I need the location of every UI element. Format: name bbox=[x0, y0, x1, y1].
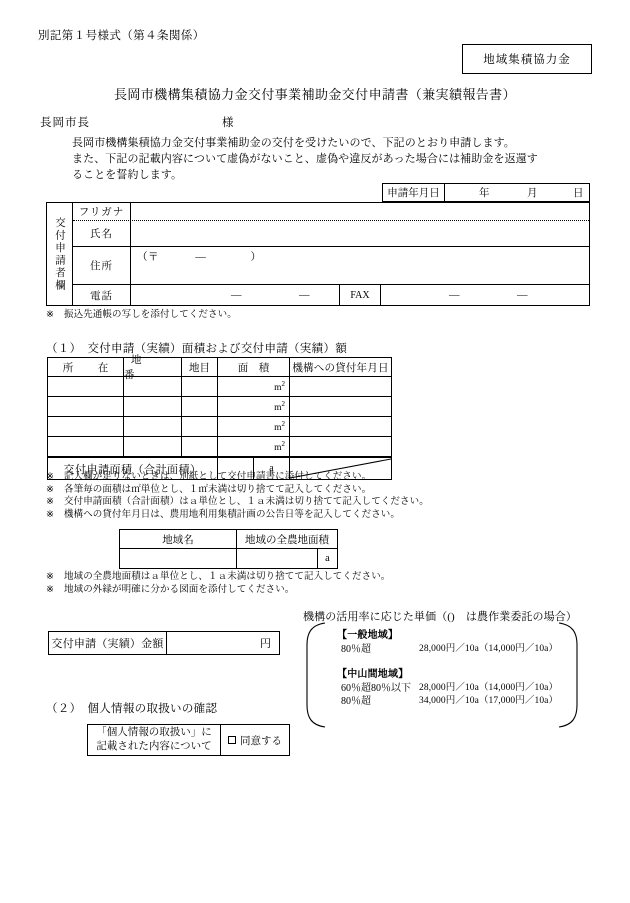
region-note-2 bbox=[46, 584, 390, 597]
table-row bbox=[48, 397, 391, 417]
cell-lend-date[interactable] bbox=[290, 417, 391, 436]
consent-line-2: 記載された内容について bbox=[96, 741, 212, 752]
furigana-input[interactable] bbox=[131, 203, 589, 220]
note-bankbook-text: 振込先通帳の写しを添付してください。 bbox=[64, 310, 237, 320]
tel-dash-2: — bbox=[299, 289, 310, 301]
date-day-unit: 日 bbox=[573, 188, 584, 199]
cell-parcel[interactable] bbox=[124, 437, 182, 456]
application-amount-box bbox=[48, 631, 280, 655]
date-year-unit: 年 bbox=[479, 188, 490, 199]
price-list bbox=[329, 629, 569, 712]
land-table-header-row bbox=[48, 355, 391, 381]
consent-box bbox=[87, 724, 290, 756]
price-condition: 80％超 bbox=[341, 696, 371, 707]
region-area-table bbox=[119, 529, 338, 569]
fax-label: FAX bbox=[339, 285, 381, 305]
region-note-1-text: 地域の全農地面積はａ単位とし、１ａ未満は切り捨てて記入してください。 bbox=[64, 572, 391, 582]
total-area-label: 交付申請面積（合計面積） bbox=[48, 458, 218, 479]
form-id-label: 別記第１号様式（第４条関係） bbox=[38, 30, 205, 42]
col-header-region-name: 地域名 bbox=[120, 530, 237, 548]
amount-unit: 円 bbox=[260, 638, 271, 650]
intro-line-3: ることを誓約します。 bbox=[72, 169, 183, 181]
price-block bbox=[303, 621, 581, 729]
consent-statement bbox=[88, 725, 221, 755]
date-month-unit: 月 bbox=[527, 188, 538, 199]
cell-location[interactable] bbox=[48, 397, 124, 416]
name-input[interactable] bbox=[131, 221, 589, 246]
fax-dash-1: — bbox=[449, 289, 460, 301]
price-value: 28,000円／10a（14,000円／10a） bbox=[419, 643, 559, 654]
land-note-1-text: 記入欄が足りないときは、別紙として交付申請書に添付してください。 bbox=[64, 472, 372, 482]
table-row bbox=[48, 377, 391, 397]
intro-line-2: また、下記の記載内容について虚偽がないこと、虚偽や違反があった場合には補助金を返還す bbox=[72, 153, 538, 165]
region-table-notes bbox=[46, 571, 390, 596]
amount-label: 交付申請（実績）金額 bbox=[49, 632, 167, 654]
application-date-label: 申請年月日 bbox=[383, 184, 445, 201]
applicant-table bbox=[46, 202, 590, 306]
price-condition: 80％超 bbox=[341, 643, 371, 655]
subsidy-kind-label: 地域集積協力金 bbox=[483, 54, 571, 66]
applicant-furigana-row bbox=[73, 203, 589, 221]
consent-checkbox[interactable] bbox=[228, 736, 236, 744]
region-note-2-text: 地域の外縁が明確に分かる図面を添付してください。 bbox=[64, 584, 295, 595]
note-mark-icon: ※ bbox=[46, 509, 55, 520]
cell-location[interactable] bbox=[48, 377, 124, 396]
fax-input[interactable] bbox=[381, 285, 589, 305]
price-condition: 60％超80％以下 bbox=[341, 682, 411, 694]
zip-suffix: ） bbox=[250, 252, 262, 263]
cell-lend-date[interactable] bbox=[290, 377, 391, 396]
total-area-unit: a bbox=[254, 458, 290, 479]
col-header-location: 所 在 bbox=[48, 358, 124, 376]
land-note-1 bbox=[46, 471, 429, 484]
applicant-section-vertical-label bbox=[47, 203, 73, 305]
cell-parcel[interactable] bbox=[124, 377, 182, 396]
applicant-vertical-text: 交付申請者欄 bbox=[54, 216, 65, 292]
applicant-tel-row bbox=[73, 285, 589, 305]
table-row bbox=[48, 437, 391, 457]
subsidy-kind-box bbox=[462, 44, 592, 74]
addressee-honorific: 様 bbox=[222, 117, 234, 129]
consent-checkbox-label: 同意する bbox=[240, 735, 282, 747]
addressee-label: 長岡市長 bbox=[40, 117, 90, 129]
cell-region-area-unit: a bbox=[325, 553, 330, 564]
cell-location[interactable] bbox=[48, 437, 124, 456]
land-note-4-text: 機構への貸付年月日は、農用地利用集積計画の公告日等を記入してください。 bbox=[64, 509, 401, 520]
price-row bbox=[329, 695, 569, 709]
col-header-lend-date: 機構への貸付年月日 bbox=[292, 362, 389, 374]
section1-heading: （１） 交付申請（実績）面積および交付申請（実績）額 bbox=[46, 343, 348, 355]
region-table-row bbox=[120, 549, 337, 568]
note-mark-icon: ※ bbox=[46, 472, 55, 482]
note-mark-icon: ※ bbox=[46, 572, 55, 582]
cell-parcel[interactable] bbox=[124, 397, 182, 416]
price-block-title: 機構の活用率に応じた単価（() は農作業委託の場合） bbox=[303, 611, 577, 623]
land-note-3-text: 交付申請面積（合計面積）はａ単位とし、１ａ未満は切り捨てて記入してください。 bbox=[64, 497, 429, 507]
price-group-general bbox=[329, 629, 569, 656]
price-value: 28,000円／10a（14,000円／10a） bbox=[419, 682, 559, 693]
price-value: 34,000円／10a（17,000円／10a） bbox=[419, 696, 559, 706]
unit-square-meter: $m^2$ bbox=[274, 379, 285, 394]
cell-location[interactable] bbox=[48, 417, 124, 436]
region-note-1 bbox=[46, 571, 390, 584]
price-group-hilly-heading: 【中山間地域】 bbox=[337, 669, 409, 680]
col-header-area: 面 積 bbox=[218, 358, 290, 376]
land-note-4 bbox=[46, 509, 429, 522]
note-mark-icon: ※ bbox=[46, 584, 55, 595]
applicant-address-row bbox=[73, 247, 589, 285]
address-input[interactable] bbox=[131, 247, 589, 284]
col-header-parcel: 地 番 bbox=[124, 358, 182, 376]
note-bankbook bbox=[46, 309, 237, 322]
col-header-region-area: 地域の全農地面積 bbox=[245, 534, 329, 546]
cell-area[interactable] bbox=[218, 437, 290, 456]
tel-label: 電話 bbox=[73, 285, 131, 305]
table-row bbox=[48, 417, 391, 437]
application-date-row bbox=[382, 183, 590, 202]
zip-dash: — bbox=[195, 252, 207, 263]
amount-input[interactable] bbox=[167, 632, 279, 654]
price-group-hilly bbox=[329, 668, 569, 709]
land-note-2-text: 各筆毎の面積は㎡単位とし、１㎡未満は切り捨てて記入してください。 bbox=[64, 484, 372, 495]
consent-checkbox-cell[interactable] bbox=[221, 725, 289, 755]
note-mark-icon: ※ bbox=[46, 310, 55, 320]
cell-region-name[interactable] bbox=[120, 549, 237, 568]
cell-category[interactable] bbox=[182, 417, 218, 436]
land-table bbox=[47, 357, 392, 480]
cell-area[interactable] bbox=[218, 397, 290, 416]
price-row bbox=[329, 643, 569, 657]
name-label: 氏名 bbox=[73, 221, 131, 246]
intro-line-1: 長岡市機構集積協力金交付事業補助金の交付を受けたいので、下記のとおり申請します。 bbox=[72, 137, 515, 149]
postal-code-field[interactable] bbox=[137, 249, 262, 264]
note-mark-icon: ※ bbox=[46, 497, 55, 507]
cell-category[interactable] bbox=[182, 377, 218, 396]
applicant-rows bbox=[73, 203, 589, 305]
cell-area[interactable] bbox=[218, 377, 290, 396]
cell-lend-date[interactable] bbox=[290, 437, 391, 456]
applicant-name-row bbox=[73, 221, 589, 247]
address-label: 住所 bbox=[73, 247, 131, 284]
cell-lend-date[interactable] bbox=[290, 397, 391, 416]
unit-square-meter: $m^2$ bbox=[274, 399, 285, 414]
tel-input[interactable] bbox=[131, 285, 339, 305]
cell-category[interactable] bbox=[182, 437, 218, 456]
col-header-category: 地目 bbox=[182, 358, 218, 376]
zip-prefix: （〒 bbox=[137, 252, 159, 263]
note-mark-icon: ※ bbox=[46, 484, 55, 495]
intro-paragraph bbox=[72, 135, 592, 183]
tel-dash-1: — bbox=[231, 289, 242, 301]
land-note-2 bbox=[46, 484, 429, 497]
cell-category[interactable] bbox=[182, 397, 218, 416]
cell-parcel[interactable] bbox=[124, 417, 182, 436]
fax-dash-2: — bbox=[517, 289, 528, 301]
cell-area[interactable] bbox=[218, 417, 290, 436]
section2-heading: （２） 個人情報の取扱いの確認 bbox=[46, 703, 218, 715]
land-note-3 bbox=[46, 496, 429, 509]
cell-region-area[interactable] bbox=[237, 549, 318, 568]
price-row bbox=[329, 682, 569, 696]
furigana-label: フリガナ bbox=[73, 203, 131, 220]
consent-line-1: 「個人情報の取扱い」に bbox=[96, 727, 212, 738]
region-table-header-row bbox=[120, 530, 337, 549]
price-group-spacer bbox=[329, 659, 569, 668]
land-table-notes bbox=[46, 471, 429, 521]
price-group-general-heading: 【一般地域】 bbox=[337, 630, 399, 641]
unit-square-meter: $m^2$ bbox=[274, 419, 285, 434]
page-title: 長岡市機構集積協力金交付事業補助金交付申請書（兼実績報告書） bbox=[113, 87, 516, 102]
unit-square-meter: $m^2$ bbox=[274, 439, 285, 454]
application-date-fields[interactable] bbox=[445, 184, 589, 201]
